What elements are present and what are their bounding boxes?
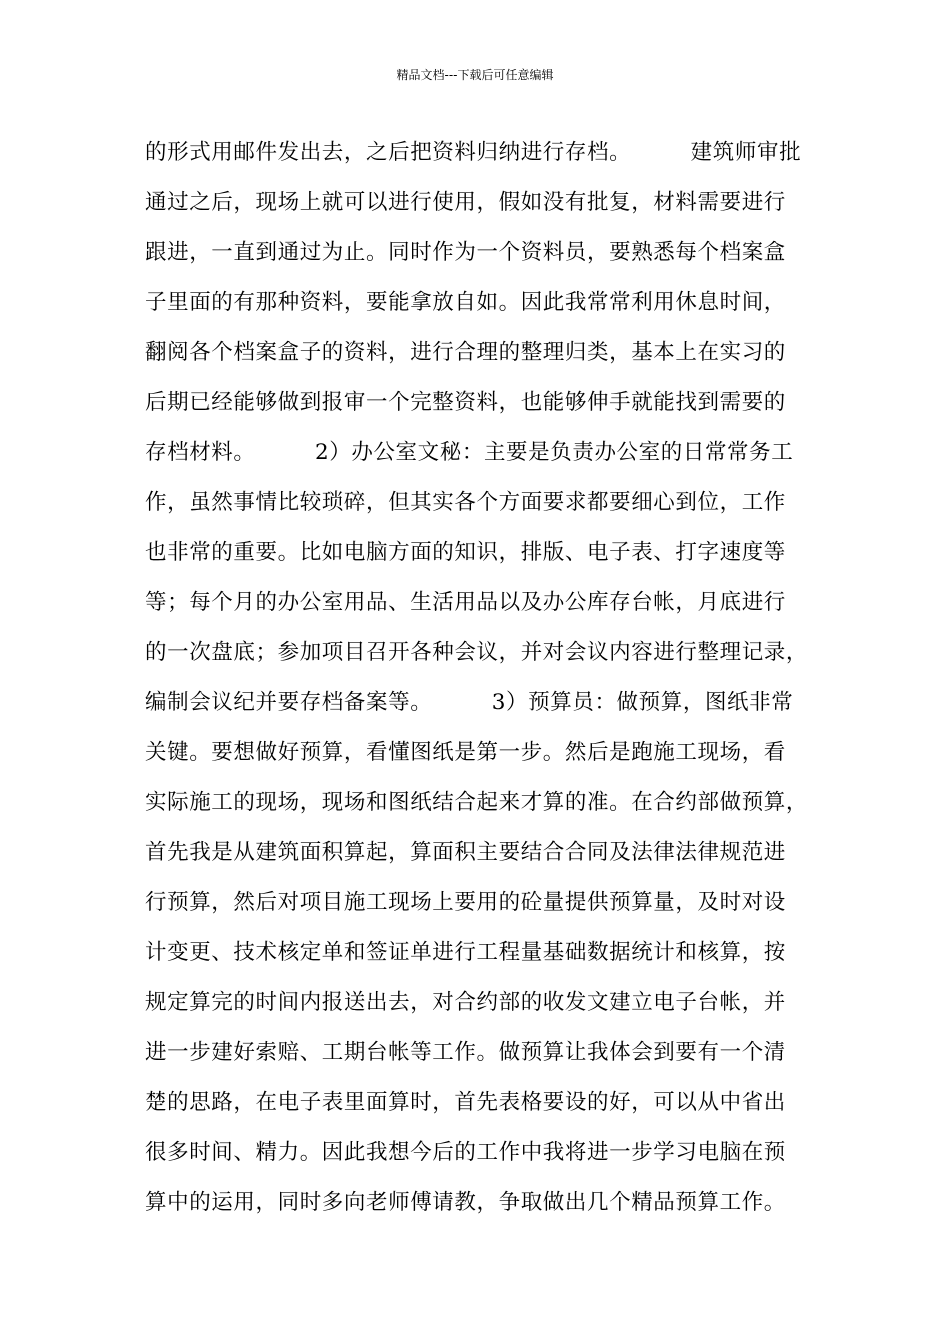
text-line: 算中的运用，同时多向老师傅请教，争取做出几个精品预算工作。	[145, 1190, 786, 1215]
text-line: 跟进，一直到通过为止。同时作为一个资料员，要熟悉每个档案盒	[145, 240, 786, 265]
text-line: 关键。要想做好预算，看懂图纸是第一步。然后是跑施工现场，看	[145, 740, 786, 765]
text-line: 编制会议纪并要存档备案等。 3）预算员：做预算，图纸非常	[145, 690, 794, 715]
text-line: 的形式用邮件发出去，之后把资料归纳进行存档。 建筑师审批	[145, 140, 802, 165]
text-line: 计变更、技术核定单和签证单进行工程量基础数据统计和核算，按	[145, 940, 786, 965]
text-line: 存档材料。 2）办公室文秘：主要是负责办公室的日常常务工	[145, 440, 794, 465]
page-header: 精品文档---下载后可任意编辑	[396, 68, 554, 82]
text-line: 作，虽然事情比较琐碎，但其实各个方面要求都要细心到位，工作	[145, 490, 786, 515]
text-line: 通过之后，现场上就可以进行使用，假如没有批复，材料需要进行	[145, 190, 786, 215]
text-line: 进一步建好索赔、工期台帐等工作。做预算让我体会到要有一个清	[145, 1040, 786, 1065]
text-line: 也非常的重要。比如电脑方面的知识，排版、电子表、打字速度等	[145, 540, 786, 565]
text-line: 首先我是从建筑面积算起，算面积主要结合合同及法律法律规范进	[145, 840, 786, 865]
text-line: 行预算，然后对项目施工现场上要用的砼量提供预算量，及时对设	[145, 890, 786, 915]
text-line: 很多时间、精力。因此我想今后的工作中我将进一步学习电脑在预	[145, 1140, 786, 1165]
text-line: 翻阅各个档案盒子的资料，进行合理的整理归类，基本上在实习的	[145, 340, 786, 365]
text-line: 的一次盘底；参加项目召开各种会议，并对会议内容进行整理记录，	[145, 640, 809, 665]
document-body	[145, 128, 825, 1228]
text-line: 后期已经能够做到报审一个完整资料，也能够伸手就能找到需要的	[145, 390, 786, 415]
text-line: 实际施工的现场，现场和图纸结合起来才算的准。在合约部做预算，	[145, 790, 809, 815]
text-line: 子里面的有那种资料，要能拿放自如。因此我常常利用休息时间，	[145, 290, 786, 315]
text-line: 楚的思路，在电子表里面算时，首先表格要设的好，可以从中省出	[145, 1090, 786, 1115]
text-line: 规定算完的时间内报送出去，对合约部的收发文建立电子台帐，并	[145, 990, 786, 1015]
text-line: 等；每个月的办公室用品、生活用品以及办公库存台帐，月底进行	[145, 590, 786, 615]
